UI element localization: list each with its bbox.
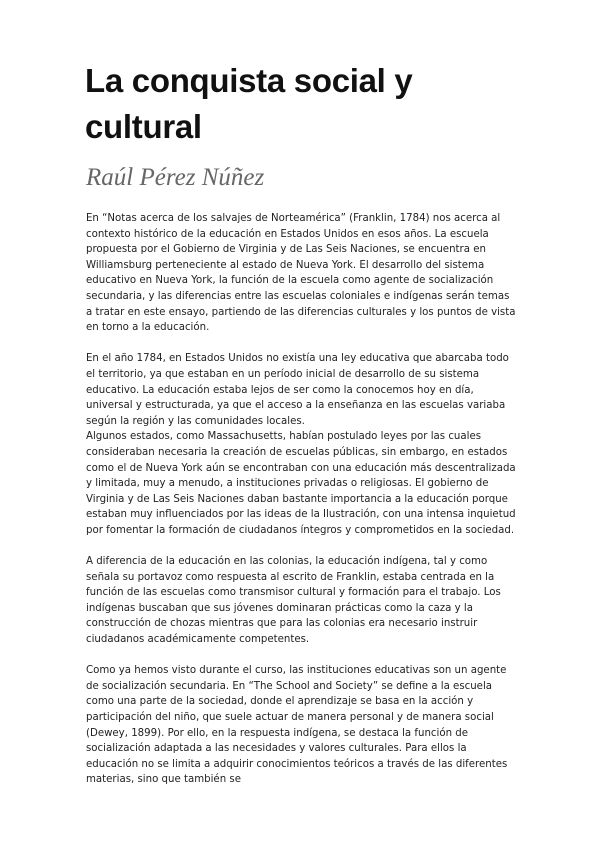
document-body (86, 211, 518, 804)
body-paragraph: Como ya hemos visto durante el curso, las instituciones educativas son un agente de socialización secundaria. En “The School and Society” se define a la escuela como una parte de la sociedad, donde el aprendizaje se basa en la acción y participación del niño, que suele actuar de manera personal y de manera social (Dewey, 1899). Por ello, en la respuesta indígena, se destaca la función de socialización adaptada a las necesidades y valores culturales. Para ellos la educación no se limita a adquirir conocimientos teóricos a través de las diferentes materias, sino que también se (86, 665, 508, 786)
body-paragraph: Algunos estados, como Massachusetts, habían postulado leyes por las cuales consideraban necesaria la creación de escuelas públicas, sin embargo, en estados como el de Nueva York aún se encontraban con una educación más descentralizada y limitada, muy a menudo, a instituciones privadas o religiosas. El gobierno de Virginia y de Las Seis Naciones daban bastante importancia a la educación porque estaban muy influenciados por las ideas de la Ilustración, con una intensa inquietud por fomentar la formación de ciudadanos íntegros y comprometidos en la sociedad. (86, 431, 516, 536)
document-title: La conquista social y cultural (85, 62, 413, 145)
body-paragraph: En “Notas acerca de los salvajes de Norteamérica” (Franklin, 1784) nos acerca al contexto histórico de la educación en Estados Unidos en esos años. La escuela propuesta por el Gobierno de Virginia y de Las Seis Naciones, se encuentra en Williamsburg perteneciente al estado de Nueva York. El desarrollo del sistema educativo en Nueva York, la función de la escuela como agente de socialización secundaria, y las diferencias entre las escuelas coloniales e indígenas serán temas a tratar en este ensayo, partiendo de las diferencias culturales y los puntos de vista en torno a la educación. (86, 213, 516, 334)
body-paragraph: En el año 1784, en Estados Unidos no existía una ley educativa que abarcaba todo el territorio, ya que estaban en un período inicial de desarrollo de su sistema educativo. La educación estaba lejos de ser como la conocemos hoy en día, universal y estructurada, ya que el acceso a la enseñanza en las escuelas variaba según la región y las comunidades locales. (86, 353, 509, 427)
body-paragraph: A diferencia de la educación en las colonias, la educación indígena, tal y como señala su portavoz como respuesta al escrito de Franklin, estaba centrada en la función de las escuelas como transmisor cultural y formación para el trabajo. Los indígenas buscaban que sus jóvenes dominaran prácticas como la caza y la construcción de chozas mientras que para las colonias era necesario instruir ciudadanos académicamente competentes. (86, 556, 501, 646)
document-author: Raúl Pérez Núñez (86, 164, 265, 191)
